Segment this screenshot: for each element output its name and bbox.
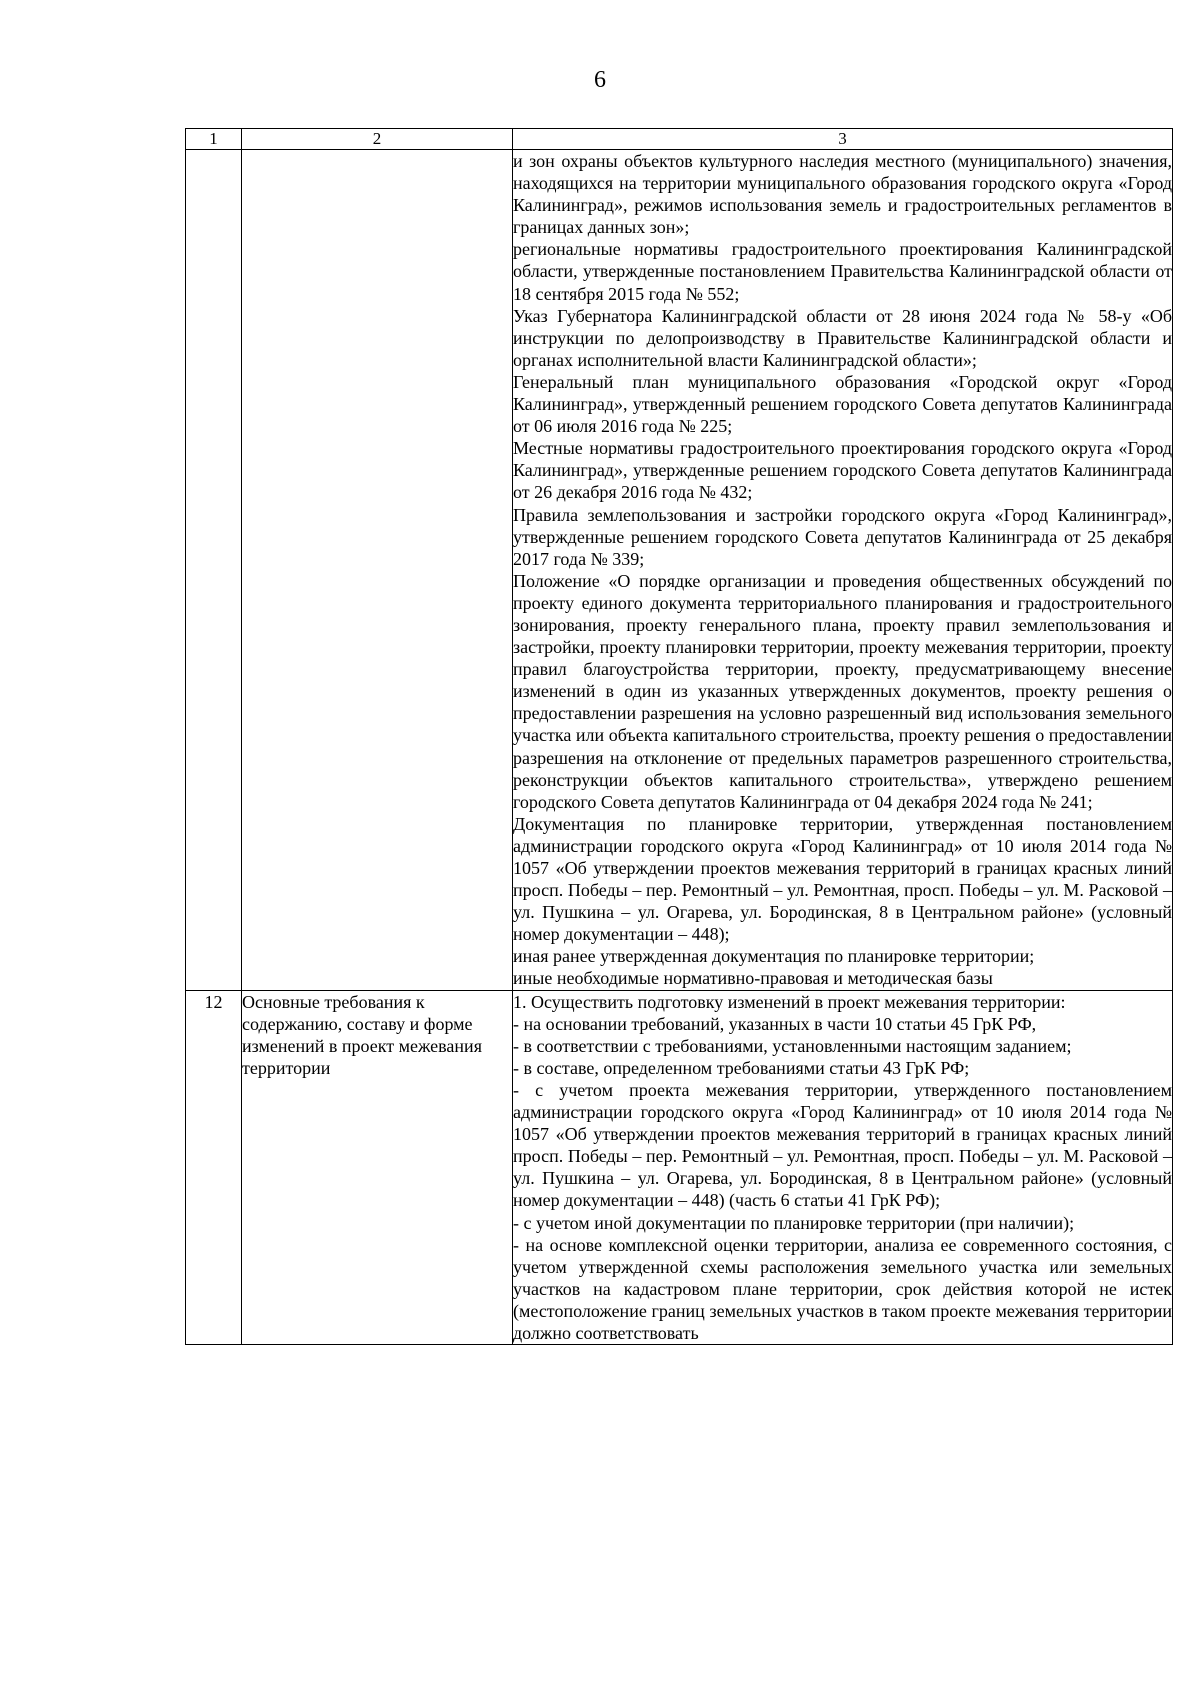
column-header-2: 2 [242, 129, 513, 150]
row-number-cell: 12 [186, 990, 242, 1345]
column-header-1: 1 [186, 129, 242, 150]
list-item: - с учетом проекта межевания территории, утвержденного постановлением администрации городского округа «Город Калининград» от 10 июля 2014 года № 1057 «Об утверждении проектов межевания территорий в границах красных линий просп. Победы – пер. Ремонтный – ул. Ремонтная, просп. Победы – ул. М. Расковой – ул. Пушкина – ул. Огарева, ул. Бородинская, 8 в Центральном районе» (условный номер документации – 448) (часть 6 статьи 41 ГрК РФ); [513, 1079, 1172, 1211]
row-content-cell [513, 150, 1173, 991]
list-item: - на основании требований, указанных в части 10 статьи 45 ГрК РФ, [513, 1013, 1037, 1034]
table-row-continued [186, 150, 1173, 991]
row-name-cell [242, 150, 513, 991]
list-item: Положение «О порядке организации и проведения общественных обсуждений по проекту единого документа территориального планирования и градостроительного зонирования, проекту генерального плана, проекту правил землепользования и застройки, проекту планировки территории, проекту межевания территории, проекту правил благоустройства территории, проекту, предусматривающему внесение изменений в один из указанных утвержденных документов, проекту решения о предоставлении разрешения на условно разрешенный вид использования земельного участка или объекта капитального строительства, проекту решения о предоставлении разрешения на отклонение от предельных параметров разрешенного строительства, реконструкции объектов капитального строительства», утверждено решением городского Совета депутатов Калининграда от 04 декабря 2024 года № 241; [513, 570, 1172, 812]
page-number: 6 [594, 67, 606, 93]
list-item: Правила землепользования и застройки городского округа «Город Калининград», утвержденные решением городского Совета депутатов Калининграда от 25 декабря 2017 года № 339; [513, 504, 1172, 569]
list-item: - на основе комплексной оценки территории, анализа ее современного состояния, с учетом утвержденной схемы расположения земельного участка или земельных участков на кадастровом плане территории, срок действия которой не истек (местоположение границ земельных участков в таком проекте межевания территории должно соответствовать [513, 1234, 1172, 1343]
table-row-12 [186, 990, 1173, 1345]
list-item: - в соответствии с требованиями, установленными настоящим заданием; [513, 1035, 1072, 1056]
list-item: Местные нормативы градостроительного проектирования городского округа «Город Калининград», утвержденные решением городского Совета депутатов Калининграда от 26 декабря 2016 года № 432; [513, 438, 1172, 503]
list-item: Генеральный план муниципального образования «Городской округ «Город Калининград», утвержденный решением городского Совета депутатов Калининграда от 06 июля 2016 года № 225; [513, 371, 1172, 437]
list-item: 1. Осуществить подготовку изменений в проект межевания территории: [513, 991, 1066, 1012]
list-item: иная ранее утвержденная документация по планировке территории; [513, 946, 1035, 967]
requirements-table [185, 128, 1173, 1345]
table-header-row [186, 129, 1173, 150]
list-item: Указ Губернатора Калининградской области от 28 июня 2024 года № 58-у «Об инструкции по делопроизводству в Правительстве Калининградской области и органах исполнительной власти Калининградской области»; [513, 305, 1172, 370]
list-item: и зон охраны объектов культурного наследия местного (муниципального) значения, находящихся на территории муниципального образования городского округа «Город Калининград», режимов использования земель и градостроительных регламентов в границах данных зон»; [513, 151, 1172, 238]
list-item: региональные нормативы градостроительного проектирования Калининградской области, утвержденные постановлением Правительства Калининградской области от 18 сентября 2015 года № 552; [513, 239, 1172, 304]
list-item: иные необходимые нормативно-правовая и методическая базы [513, 968, 993, 989]
list-item: - с учетом иной документации по планировке территории (при наличии); [513, 1212, 1075, 1233]
row-number-cell [186, 150, 242, 991]
row-content-cell [513, 990, 1173, 1345]
list-item: - в составе, определенном требованиями статьи 43 ГрК РФ; [513, 1057, 970, 1078]
column-header-3: 3 [513, 129, 1173, 150]
row-name-cell: Основные требования к содержанию, составу и форме изменений в проект межевания территории [242, 990, 513, 1345]
list-item: Документация по планировке территории, утвержденная постановлением администрации городского округа «Город Калининград» от 10 июля 2014 года № 1057 «Об утверждении проектов межевания территорий в границах красных линий просп. Победы – пер. Ремонтный – ул. Ремонтная, просп. Победы – ул. М. Расковой – ул. Пушкина – ул. Огарева, ул. Бородинская, 8 в Центральном районе» (условный номер документации – 448); [513, 813, 1172, 945]
